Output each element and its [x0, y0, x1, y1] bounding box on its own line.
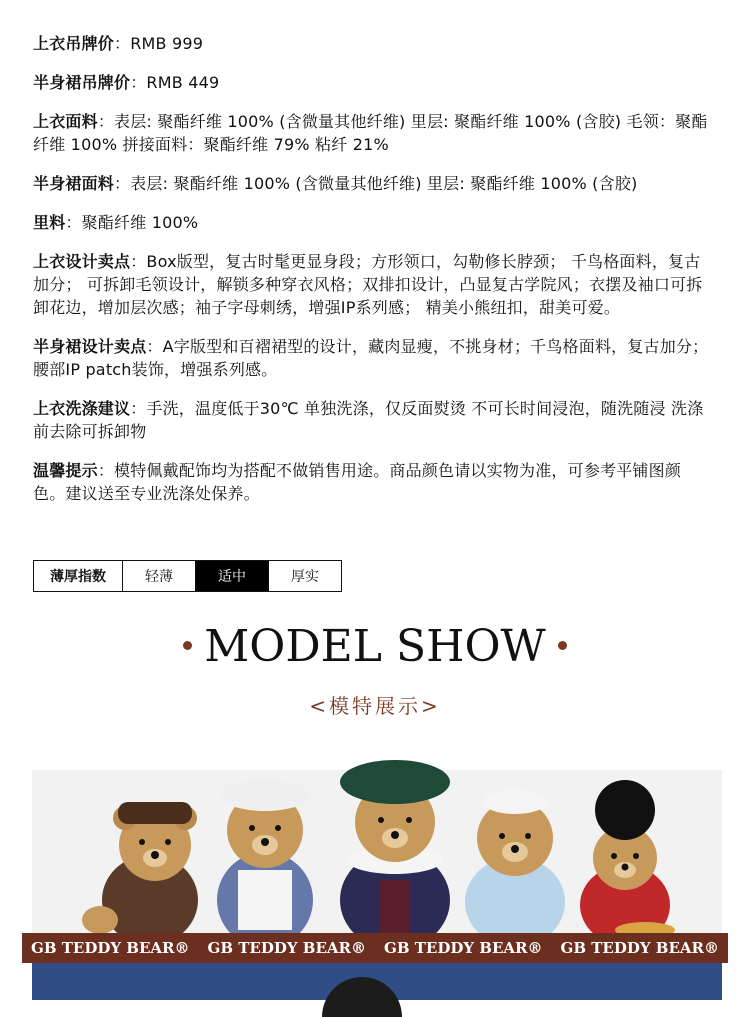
spec-value: 表层: 聚酯纤维 100% (含微量其他纤维) 里层: 聚酯纤维 100% (含胶): [130, 174, 638, 193]
bullet-dot-icon: [558, 641, 567, 650]
thickness-option-medium-selected: 适中: [195, 561, 268, 591]
thickness-index: [33, 560, 342, 592]
spec-tag-price-top: [33, 32, 713, 55]
brand-logo-text: GB TEDDY BEAR®: [31, 939, 190, 957]
spec-value: 模特佩戴配饰均为搭配不做销售用途。商品颜色请以实物为准，可参考平铺图颜色。建议送至专业洗涤处保养。: [33, 461, 682, 503]
spec-label: 半身裙吊牌价: [33, 73, 131, 92]
spec-top-fabric: [33, 110, 713, 156]
spec-label: 上衣面料: [33, 112, 98, 131]
spec-label: 半身裙面料: [33, 174, 115, 193]
spec-separator: ：: [130, 73, 147, 92]
spec-value: Box版型，复古时髦更显身段；方形领口，勾勒修长脖颈； 千鸟格面料，复古加分； 可拆卸毛领设计，解锁多种穿衣风格；双排扣设计，凸显复古学院风；衣摆及袖口可拆卸花边，增加层次感；袖子字母刺绣，增强IP系列感； 精美小熊纽扣，甜美可爱。: [33, 252, 703, 317]
spec-separator: ：: [97, 112, 115, 131]
spec-skirt-design: [33, 335, 713, 381]
teddy-bears-illustration: [0, 740, 750, 940]
spec-lining: [33, 211, 713, 234]
spec-label: 半身裙设计卖点: [33, 337, 147, 356]
spec-separator: ：: [146, 337, 163, 356]
spec-separator: ：: [114, 174, 131, 193]
spec-skirt-fabric: [33, 172, 713, 195]
model-hair: [322, 977, 402, 1017]
spec-label: 上衣洗涤建议: [33, 399, 131, 418]
spec-separator: ：: [65, 213, 82, 232]
guard-bear-icon: [580, 780, 675, 940]
model-show-title-text: MODEL SHOW: [204, 621, 546, 672]
spec-value: RMB 449: [146, 73, 220, 92]
spec-label: 上衣吊牌价: [33, 34, 115, 53]
spec-separator: ：: [130, 252, 147, 271]
spec-tag-price-skirt: [33, 71, 713, 94]
spec-value: 表层: 聚酯纤维 100% (含微量其他纤维) 里层: 聚酯纤维 100% (含胶) 毛领：聚酯纤维 100% 拼接面料：聚酯纤维 79% 粘纤 21%: [33, 112, 708, 154]
spec-value: 手洗，温度低于30℃ 单独洗涤，仅反面熨烫 不可长时间浸泡，随洗随浸 洗涤前去除可拆卸物: [33, 399, 704, 441]
model-photo: [32, 963, 722, 1000]
spec-label: 里料: [33, 213, 66, 232]
aviator-bear-icon: [82, 802, 198, 940]
spec-separator: ：: [130, 399, 147, 418]
model-show-subtitle: <模特展示>: [309, 694, 441, 718]
brand-logo-text: GB TEDDY BEAR®: [207, 939, 366, 957]
spec-wash-advice: [33, 397, 713, 443]
bullet-dot-icon: [183, 641, 192, 650]
brand-logo-text: GB TEDDY BEAR®: [560, 939, 719, 957]
spec-notice: [33, 459, 713, 505]
spec-value: A字版型和百褶裙型的设计，藏肉显瘦，不挑身材；千鸟格面料，复古加分； 腰部IP patch装饰，增强系列感。: [33, 337, 709, 379]
spec-separator: ：: [114, 34, 131, 53]
spec-label: 上衣设计卖点: [33, 252, 131, 271]
brand-bar: [22, 933, 728, 963]
model-show-title: [0, 621, 750, 672]
spec-top-design: [33, 250, 713, 319]
maid-bear-icon: [217, 779, 313, 940]
spec-label: 温馨提示: [33, 461, 98, 480]
product-spec-list: [33, 32, 713, 521]
spec-value: RMB 999: [130, 34, 204, 53]
nurse-bear-icon: [465, 790, 565, 940]
spec-separator: ：: [97, 461, 115, 480]
thickness-option-light: 轻薄: [122, 561, 195, 591]
renaissance-bear-icon: [340, 760, 450, 940]
brand-logo-text: GB TEDDY BEAR®: [384, 939, 543, 957]
thickness-label: 薄厚指数: [50, 569, 106, 585]
thickness-option-thick: 厚实: [268, 561, 341, 591]
spec-value: 聚酯纤维 100%: [81, 213, 199, 232]
